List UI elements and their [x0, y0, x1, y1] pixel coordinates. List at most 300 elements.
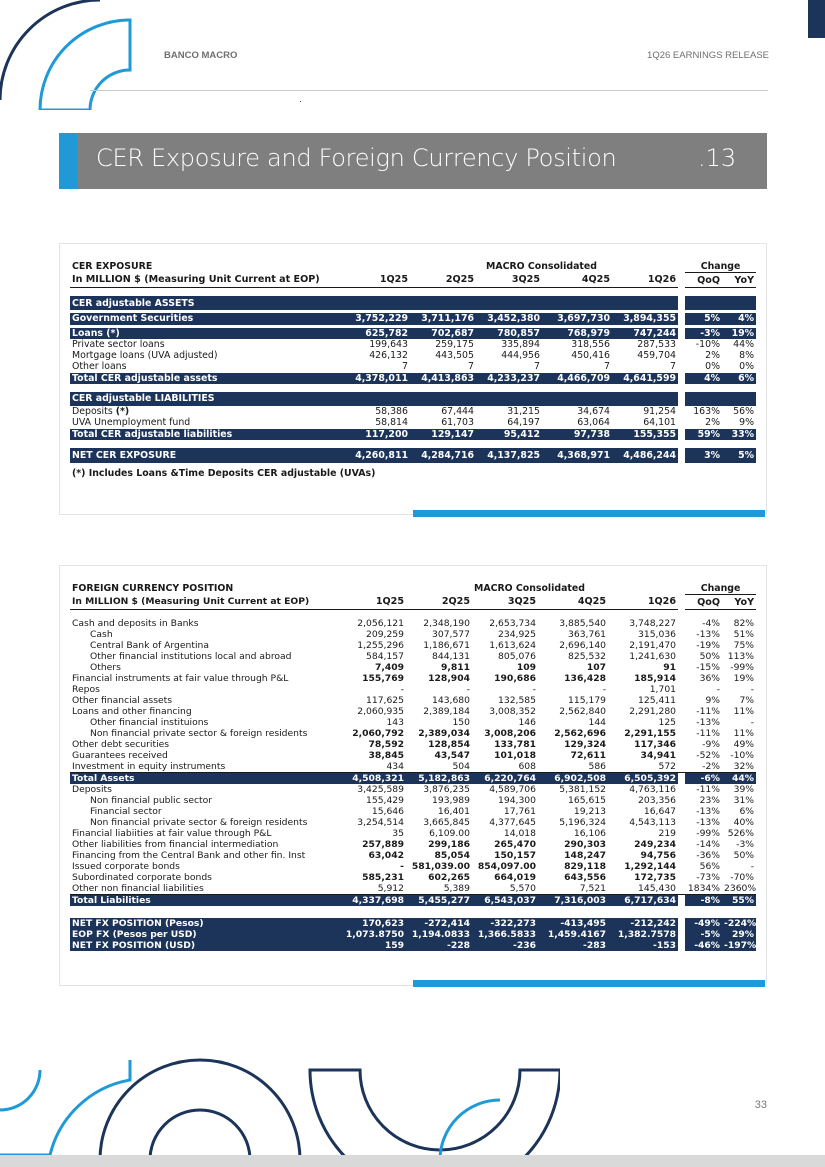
cell: 249,234	[634, 839, 677, 851]
cell: 4,641,599	[612, 373, 678, 384]
cell: 17,761	[503, 806, 536, 818]
cell: 5,912	[328, 883, 406, 895]
cer-panel-accent	[413, 510, 765, 517]
row-label: Cash	[90, 629, 113, 641]
fx-col-yoy: YoY	[722, 595, 756, 610]
cell: 4,466,709	[542, 373, 612, 384]
cell: 144	[588, 717, 607, 729]
yoy-cell: 51%	[733, 629, 755, 641]
cell: 107	[586, 662, 607, 674]
cell: 155,769	[362, 673, 404, 685]
cer-liab-row	[70, 406, 756, 417]
qoq-cell: 9%	[705, 695, 721, 707]
cell: 572	[608, 761, 678, 773]
cell: 3,425,589	[357, 784, 404, 796]
fx-title: FOREIGN CURRENCY POSITION	[72, 583, 234, 595]
cell: 3,752,229	[332, 313, 410, 324]
cell: 7,409	[374, 662, 404, 674]
cell: 63,042	[368, 850, 404, 862]
cer-consolidated-label: MACRO Consolidated	[486, 261, 597, 273]
cell: 1,292,144	[624, 861, 677, 873]
cell: 768,979	[542, 328, 612, 339]
yoy-cell: 11%	[733, 728, 755, 740]
cell: 1,073.8750	[328, 929, 406, 940]
yoy-cell: 19%	[733, 673, 755, 685]
yoy-cell: 55%	[722, 895, 756, 907]
section-number: .13	[698, 144, 737, 172]
cell: 7	[534, 361, 540, 373]
cell: 133,781	[494, 739, 536, 751]
fx-panel-accent	[413, 980, 765, 987]
cell: 3,876,235	[423, 784, 470, 796]
row-label: Investment in equity instruments	[70, 761, 328, 773]
row-label: Loans and other financing	[72, 706, 192, 718]
cell: 3,894,355	[612, 313, 678, 324]
cell: 125,411	[638, 695, 677, 707]
fx-asset-row	[70, 651, 756, 662]
qoq-cell: -49%	[685, 918, 722, 929]
cell: 2,191,470	[629, 640, 677, 652]
qoq-cell: -9%	[702, 739, 721, 751]
qoq-cell: -3%	[685, 328, 722, 339]
fx-asset-row	[70, 717, 756, 728]
qoq-cell: -52%	[696, 750, 721, 762]
qoq-cell: -15%	[696, 662, 721, 674]
yoy-cell: -70%	[730, 872, 755, 884]
fx-asset-row	[70, 739, 756, 750]
cell: 145,430	[608, 883, 678, 895]
cer-col-yoy: YoY	[722, 273, 756, 288]
row-label: Other financial instituions	[90, 717, 209, 729]
decorative-arcs-bottom	[0, 1040, 560, 1160]
cer-total-liabilities-row	[70, 429, 756, 440]
cell: 4,589,706	[489, 784, 536, 796]
fx-total-assets-row	[70, 773, 756, 785]
cell: 34,674	[577, 406, 611, 418]
title-accent	[59, 133, 77, 189]
cell: 602,265	[428, 872, 470, 884]
cell: 4,763,116	[629, 784, 677, 796]
row-label: Total CER adjustable assets	[70, 373, 332, 384]
cell: 64,197	[507, 417, 540, 429]
row-label: Other loans	[72, 361, 127, 373]
yoy-cell: 56%	[733, 406, 755, 418]
cell: 34,941	[640, 750, 677, 762]
fx-col-qoq: QoQ	[685, 595, 722, 610]
yoy-cell: 32%	[722, 761, 756, 773]
row-label: UVA Unemployment fund	[72, 417, 191, 429]
cell: 3,452,380	[476, 313, 542, 324]
cell: -272,414	[406, 918, 472, 929]
cell: 95,412	[476, 429, 542, 440]
cell: 9,811	[440, 662, 470, 674]
cer-change-label: Change	[685, 261, 756, 273]
cell: 129,324	[564, 739, 607, 751]
yoy-cell: 75%	[733, 640, 755, 652]
cell: 2,389,034	[418, 728, 470, 740]
cer-col-1q26: 1Q26	[612, 273, 678, 288]
cell: 5,570	[472, 883, 538, 895]
cer-gov-securities-row	[70, 313, 756, 324]
cell: 203,356	[638, 795, 677, 807]
row-label: Repos	[72, 684, 100, 696]
fx-liability-row	[70, 806, 756, 817]
cell: 7,316,003	[538, 895, 608, 907]
yoy-cell: 33%	[722, 429, 756, 440]
qoq-cell: -99%	[696, 828, 721, 840]
row-label: NET CER EXPOSURE	[70, 448, 332, 463]
cell: 35	[392, 828, 404, 840]
cell: 585,231	[362, 872, 404, 884]
cer-header-row-2	[70, 273, 756, 288]
row-label: Central Bank of Argentina	[90, 640, 209, 652]
cell: 4,337,698	[328, 895, 406, 907]
row-label: Other non financial liabilities	[70, 883, 328, 895]
cell: 1,194.0833	[406, 929, 472, 940]
qoq-cell: 56%	[699, 861, 721, 873]
qoq-cell: 163%	[693, 406, 721, 418]
qoq-cell: -13%	[696, 806, 721, 818]
cell: 6,220,764	[472, 773, 538, 785]
fx-asset-row	[70, 662, 756, 673]
qoq-cell: 4%	[685, 373, 722, 384]
yoy-cell: -	[750, 861, 755, 873]
qoq-cell: -6%	[685, 773, 722, 785]
cell: 15,646	[371, 806, 404, 818]
cer-liabilities-header	[70, 392, 756, 406]
cell: 67,444	[441, 406, 474, 418]
cell: 2,056,121	[357, 618, 404, 630]
cell: 586	[538, 761, 608, 773]
cer-col-1q25: 1Q25	[332, 273, 410, 288]
cell: 209,259	[366, 629, 404, 641]
cell: 101,018	[494, 750, 536, 762]
cell: -	[400, 861, 404, 873]
cell: 3,665,845	[423, 817, 470, 829]
row-label: Other debt securities	[72, 739, 170, 751]
fx-position-table	[70, 583, 756, 951]
yoy-cell: 5%	[722, 448, 756, 463]
cell: 199,643	[369, 338, 408, 350]
cell: 854,097.00	[477, 861, 536, 873]
cell: 97,738	[542, 429, 612, 440]
qoq-cell: -8%	[685, 895, 722, 907]
deposits-label: Deposits	[72, 406, 113, 418]
cell: 136,428	[564, 673, 607, 685]
row-label: Deposits	[72, 784, 112, 796]
cell: 3,008,352	[489, 706, 536, 718]
fx-asset-row	[70, 618, 756, 629]
fx-col-2q25: 2Q25	[406, 595, 472, 610]
cell: 608	[472, 761, 538, 773]
yoy-cell: 6%	[722, 373, 756, 384]
cer-subtitle: In MILLION $ (Measuring Unit Current at EOP)	[70, 273, 332, 288]
row-label: Loans (*)	[70, 328, 332, 339]
cer-total-assets-row	[70, 373, 756, 384]
cell: 1,701	[649, 684, 677, 696]
cell: 259,175	[435, 338, 474, 350]
qoq-cell: -4%	[702, 618, 721, 630]
cell: 6,902,508	[538, 773, 608, 785]
cell: -	[400, 684, 404, 696]
cell: 91,254	[643, 406, 677, 418]
row-label: Government Securities	[70, 313, 332, 324]
cell: 4,486,244	[612, 448, 678, 463]
row-label: Financial instruments at fair value through P&L	[72, 673, 289, 685]
row-label: Subordinated corporate bonds	[72, 872, 212, 884]
cell: 2,348,190	[423, 618, 470, 630]
cell: 61,703	[441, 417, 474, 429]
qoq-cell: 36%	[699, 673, 721, 685]
cell: 58,386	[375, 406, 408, 418]
row-label: Total Assets	[70, 773, 328, 785]
yoy-cell: -3%	[736, 839, 755, 851]
fx-asset-row	[70, 629, 756, 640]
qoq-cell: -11%	[696, 728, 721, 740]
cell: 805,076	[498, 651, 536, 663]
yoy-cell: 49%	[733, 739, 755, 751]
fx-liability-row	[70, 828, 756, 839]
cell: 2,653,734	[489, 618, 536, 630]
cell: 78,592	[368, 739, 404, 751]
yoy-cell: 44%	[733, 338, 755, 350]
fx-header-row-2	[70, 595, 756, 610]
qoq-cell: 1834%	[685, 883, 722, 895]
cell: 4,413,863	[410, 373, 476, 384]
cell: 2,389,184	[423, 706, 470, 718]
cell: 7	[402, 361, 408, 373]
company-name: BANCO MACRO	[164, 50, 238, 61]
footer-band	[0, 1155, 825, 1167]
cell: 165,615	[568, 795, 607, 807]
row-label: Financial liabiities at fair value through P&L	[72, 828, 272, 840]
cell: 7,521	[538, 883, 608, 895]
yoy-cell: 40%	[733, 817, 755, 829]
page-number: 33	[754, 1099, 767, 1111]
fx-total-liabilities-row	[70, 895, 756, 907]
dot-mark	[300, 101, 301, 102]
cell: 299,186	[428, 839, 470, 851]
header-divider	[90, 90, 768, 91]
yoy-cell: 113%	[727, 651, 755, 663]
row-label: Cash and deposits in Banks	[72, 618, 199, 630]
cell: 31,215	[507, 406, 540, 418]
cer-col-4q25: 4Q25	[542, 273, 612, 288]
fx-liability-row	[70, 850, 756, 861]
qoq-cell: 3%	[685, 448, 722, 463]
row-label: Mortgage loans (UVA adjusted)	[72, 350, 218, 362]
qoq-cell: -13%	[696, 717, 721, 729]
cer-header-row-1	[70, 261, 756, 273]
cell: 58,814	[375, 417, 408, 429]
cell: 1,613,624	[489, 640, 536, 652]
qoq-cell: -36%	[696, 850, 721, 862]
cell: 128,904	[428, 673, 470, 685]
cell: 16,106	[573, 828, 607, 840]
cell: 5,389	[406, 883, 472, 895]
cell: 780,857	[476, 328, 542, 339]
row-label: Guarantees received	[72, 750, 168, 762]
cell: 85,054	[434, 850, 470, 862]
decorative-tab-right	[808, 0, 825, 38]
cell: 825,532	[568, 651, 607, 663]
qoq-cell: 23%	[699, 795, 721, 807]
yoy-cell: 6%	[739, 806, 755, 818]
cell: 3,697,730	[542, 313, 612, 324]
cell: 664,019	[494, 872, 536, 884]
row-label: Other financial institutions local and abroad	[90, 651, 292, 663]
cell: 581,039.00	[411, 861, 470, 873]
yoy-cell: 9%	[739, 417, 755, 429]
fx-asset-row	[70, 695, 756, 706]
cell: -228	[406, 940, 472, 951]
cer-assets-header	[70, 296, 756, 310]
fx-asset-row	[70, 640, 756, 651]
yoy-cell: 44%	[722, 773, 756, 785]
fx-liability-row	[70, 784, 756, 795]
qoq-cell: -10%	[695, 338, 721, 350]
cell: 747,244	[612, 328, 678, 339]
cell: 7	[604, 361, 611, 373]
cell: 150,157	[494, 850, 536, 862]
cell: 4,368,971	[542, 448, 612, 463]
yoy-cell: 19%	[722, 328, 756, 339]
cell: 172,735	[634, 872, 677, 884]
qoq-cell: -19%	[696, 640, 721, 652]
fx-col-1q26: 1Q26	[608, 595, 678, 610]
fx-subtitle: In MILLION $ (Measuring Unit Current at EOP)	[70, 595, 328, 610]
cell: 193,989	[432, 795, 470, 807]
fx-change-label: Change	[685, 583, 756, 595]
fx-col-1q25: 1Q25	[328, 595, 406, 610]
fx-consolidated-label: MACRO Consolidated	[474, 583, 585, 595]
cell: 5,381,152	[559, 784, 607, 796]
cell: 155,355	[612, 429, 678, 440]
cell: 450,416	[571, 350, 611, 362]
qoq-cell: -11%	[696, 784, 721, 796]
cell: 72,611	[570, 750, 607, 762]
fx-liability-row	[70, 872, 756, 883]
cell: 91	[663, 662, 677, 674]
fx-liability-row	[70, 839, 756, 850]
cell: 444,956	[501, 350, 540, 362]
qoq-cell: -46%	[685, 940, 722, 951]
row-label: Other financial assets	[72, 695, 173, 707]
cell: -	[466, 684, 470, 696]
cell: -283	[538, 940, 608, 951]
cell: 132,585	[498, 695, 536, 707]
cell: -236	[472, 940, 538, 951]
fx-asset-row	[70, 684, 756, 695]
cell: 3,885,540	[559, 618, 607, 630]
cell: 3,254,514	[357, 817, 404, 829]
cer-col-2q25: 2Q25	[410, 273, 476, 288]
qoq-cell: 2%	[705, 350, 721, 362]
yoy-cell: 0%	[739, 361, 755, 373]
cell: 290,303	[564, 839, 607, 851]
cell: 443,505	[435, 350, 474, 362]
yoy-cell: 526%	[727, 828, 755, 840]
cer-col-3q25: 3Q25	[476, 273, 542, 288]
yoy-cell: -224%	[724, 918, 757, 930]
cell: 4,233,237	[476, 373, 542, 384]
cell: 234,925	[498, 629, 536, 641]
cell: 2,060,792	[352, 728, 404, 740]
cell: 4,508,321	[328, 773, 406, 785]
cell: 63,064	[577, 417, 611, 429]
yoy-cell: 39%	[733, 784, 755, 796]
qoq-cell: -	[716, 684, 721, 696]
row-label: Financial sector	[90, 806, 162, 818]
qoq-cell: -11%	[696, 706, 721, 718]
fx-liability-row	[70, 817, 756, 828]
cer-liab-row	[70, 417, 756, 428]
cell: 194,300	[498, 795, 536, 807]
cell: 115,179	[568, 695, 607, 707]
cell: 5,455,277	[406, 895, 472, 907]
cell: 190,686	[494, 673, 536, 685]
cell: 504	[406, 761, 472, 773]
cer-footnote-row	[70, 468, 756, 479]
cell: 6,717,634	[608, 895, 678, 907]
cer-exposure-table	[70, 261, 756, 479]
qoq-cell: 5%	[685, 313, 722, 324]
cer-title: CER EXPOSURE	[72, 261, 153, 273]
cell: 4,543,113	[629, 817, 677, 829]
cell: 43,547	[434, 750, 470, 762]
cell: 1,255,296	[357, 640, 404, 652]
yoy-cell: -99%	[730, 662, 755, 674]
cell: 2,291,280	[629, 706, 677, 718]
qoq-cell: 59%	[685, 429, 722, 440]
cer-assets-header-label: CER adjustable ASSETS	[70, 296, 678, 310]
fx-col-4q25: 4Q25	[538, 595, 608, 610]
fx-col-3q25: 3Q25	[472, 595, 538, 610]
cell: 829,118	[564, 861, 607, 873]
qoq-cell: -14%	[696, 839, 721, 851]
yoy-cell: 29%	[722, 929, 756, 940]
cell: 94,756	[640, 850, 677, 862]
yoy-cell: 8%	[739, 350, 755, 362]
cell: 143,680	[432, 695, 470, 707]
cell: 307,577	[432, 629, 470, 641]
cell: 143	[386, 717, 404, 729]
yoy-cell: -197%	[724, 940, 757, 952]
fx-asset-row	[70, 673, 756, 684]
cell: 584,157	[366, 651, 404, 663]
cell: 150	[452, 717, 470, 729]
qoq-cell: -2%	[685, 761, 722, 773]
cell: 315,036	[638, 629, 677, 641]
fx-asset-row	[70, 728, 756, 739]
cell: 16,401	[437, 806, 470, 818]
cell: 702,687	[410, 328, 476, 339]
yoy-cell: 7%	[739, 695, 755, 707]
qoq-cell: -5%	[685, 929, 722, 940]
cell: 185,914	[634, 673, 677, 685]
cell: 6,543,037	[472, 895, 538, 907]
row-label: Issued corporate bonds	[72, 861, 180, 873]
cell: -413,495	[538, 918, 608, 929]
yoy-cell: 4%	[722, 313, 756, 324]
row-label: Financing from the Central Bank and other fin. Inst	[72, 850, 306, 862]
row-label: Total CER adjustable liabilities	[70, 429, 332, 440]
cell: 6,109.00	[429, 828, 470, 840]
cell: 14,018	[503, 828, 536, 840]
yoy-cell: 2360%	[724, 883, 757, 895]
cell: 5,182,863	[406, 773, 472, 785]
qoq-cell: -13%	[696, 817, 721, 829]
